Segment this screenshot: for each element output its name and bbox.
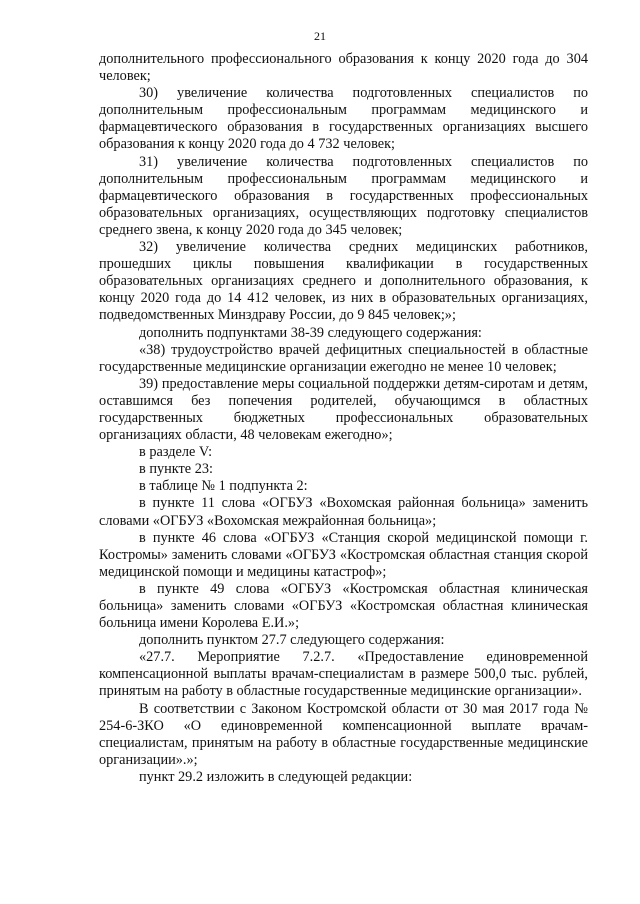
paragraph-point-23: в пункте 23: [139, 461, 213, 478]
paragraph-law-reference: В соответствии с Законом Костромской области от 30 мая 2017 года № 254-6-ЗКО «О единовременной компенсационной выплате врачам-специалистам, принятым на работу в областные государственные медицинские организации».»; [99, 700, 588, 768]
page-number: 21 [314, 29, 326, 43]
paragraph-item-30: 30) увеличение количества подготовленных специалистов по дополнительным профессиональным программам медицинского и фармацевтического образования в государственных организациях высшего образования к концу 2020 года до 4 732 человек; [99, 85, 588, 153]
paragraph-point-46: в пункте 46 слова «ОГБУЗ «Станция скорой медицинской помощи г. Костромы» заменить словами «ОГБУЗ «Костромская областная станция скорой медицинской помощи и медицины катастроф»; [99, 529, 588, 580]
paragraph-add-subitems: дополнить подпунктами 38-39 следующего содержания: [139, 324, 482, 341]
paragraph-item-31: 31) увеличение количества подготовленных специалистов по дополнительным профессиональным программам медицинского и фармацевтического образования в государственных профессиональных образовательных организациях, осуществляющих подготовку специалистов среднего звена, к концу 2020 года до 345 человек; [99, 153, 588, 238]
paragraph-measure-27-7: «27.7. Мероприятие 7.2.7. «Предоставление единовременной компенсационной выплаты врачам-специалистам в размере 500,0 тыс. рублей, принятым на работу в областные государственные медицинские организации». [99, 649, 588, 700]
paragraph-1: дополнительного профессионального образования к концу 2020 года до 304 человек; [99, 51, 588, 85]
paragraph-add-27-7: дополнить пунктом 27.7 следующего содержания: [139, 632, 445, 649]
paragraph-table-1: в таблице № 1 подпункта 2: [139, 478, 308, 495]
paragraph-point-49: в пункте 49 слова «ОГБУЗ «Костромская областная клиническая больница» заменить словами «ОГБУЗ «Костромская областная клиническая больница имени Королева Е.И.»; [99, 580, 588, 632]
paragraph-section-v: в разделе V: [139, 444, 213, 461]
paragraph-point-11: в пункте 11 слова «ОГБУЗ «Вохомская районная больница» заменить словами «ОГБУЗ «Вохомская межрайонная больница»; [99, 495, 588, 529]
paragraph-item-32: 32) увеличение количества средних медицинских работников, прошедших циклы повышения квалификации в государственных образовательных организациях среднего и дополнительного образования, к концу 2020 года до 14 412 человек, из них в образовательных организациях, подведомственных Минздраву России, до 9 845 человек;»; [99, 239, 588, 324]
paragraph-item-39: 39) предоставление меры социальной поддержки детям-сиротам и детям, оставшимся без попечения родителей, обучающимся в областных государственных бюджетных профессиональных образовательных организациях области, 48 человекам ежегодно»; [99, 375, 588, 444]
paragraph-item-38: «38) трудоустройство врачей дефицитных специальностей в областные государственные медицинские организации ежегодно не менее 10 человек; [99, 341, 588, 375]
document-body [99, 51, 588, 786]
paragraph-point-29-2: пункт 29.2 изложить в следующей редакции: [139, 768, 413, 785]
